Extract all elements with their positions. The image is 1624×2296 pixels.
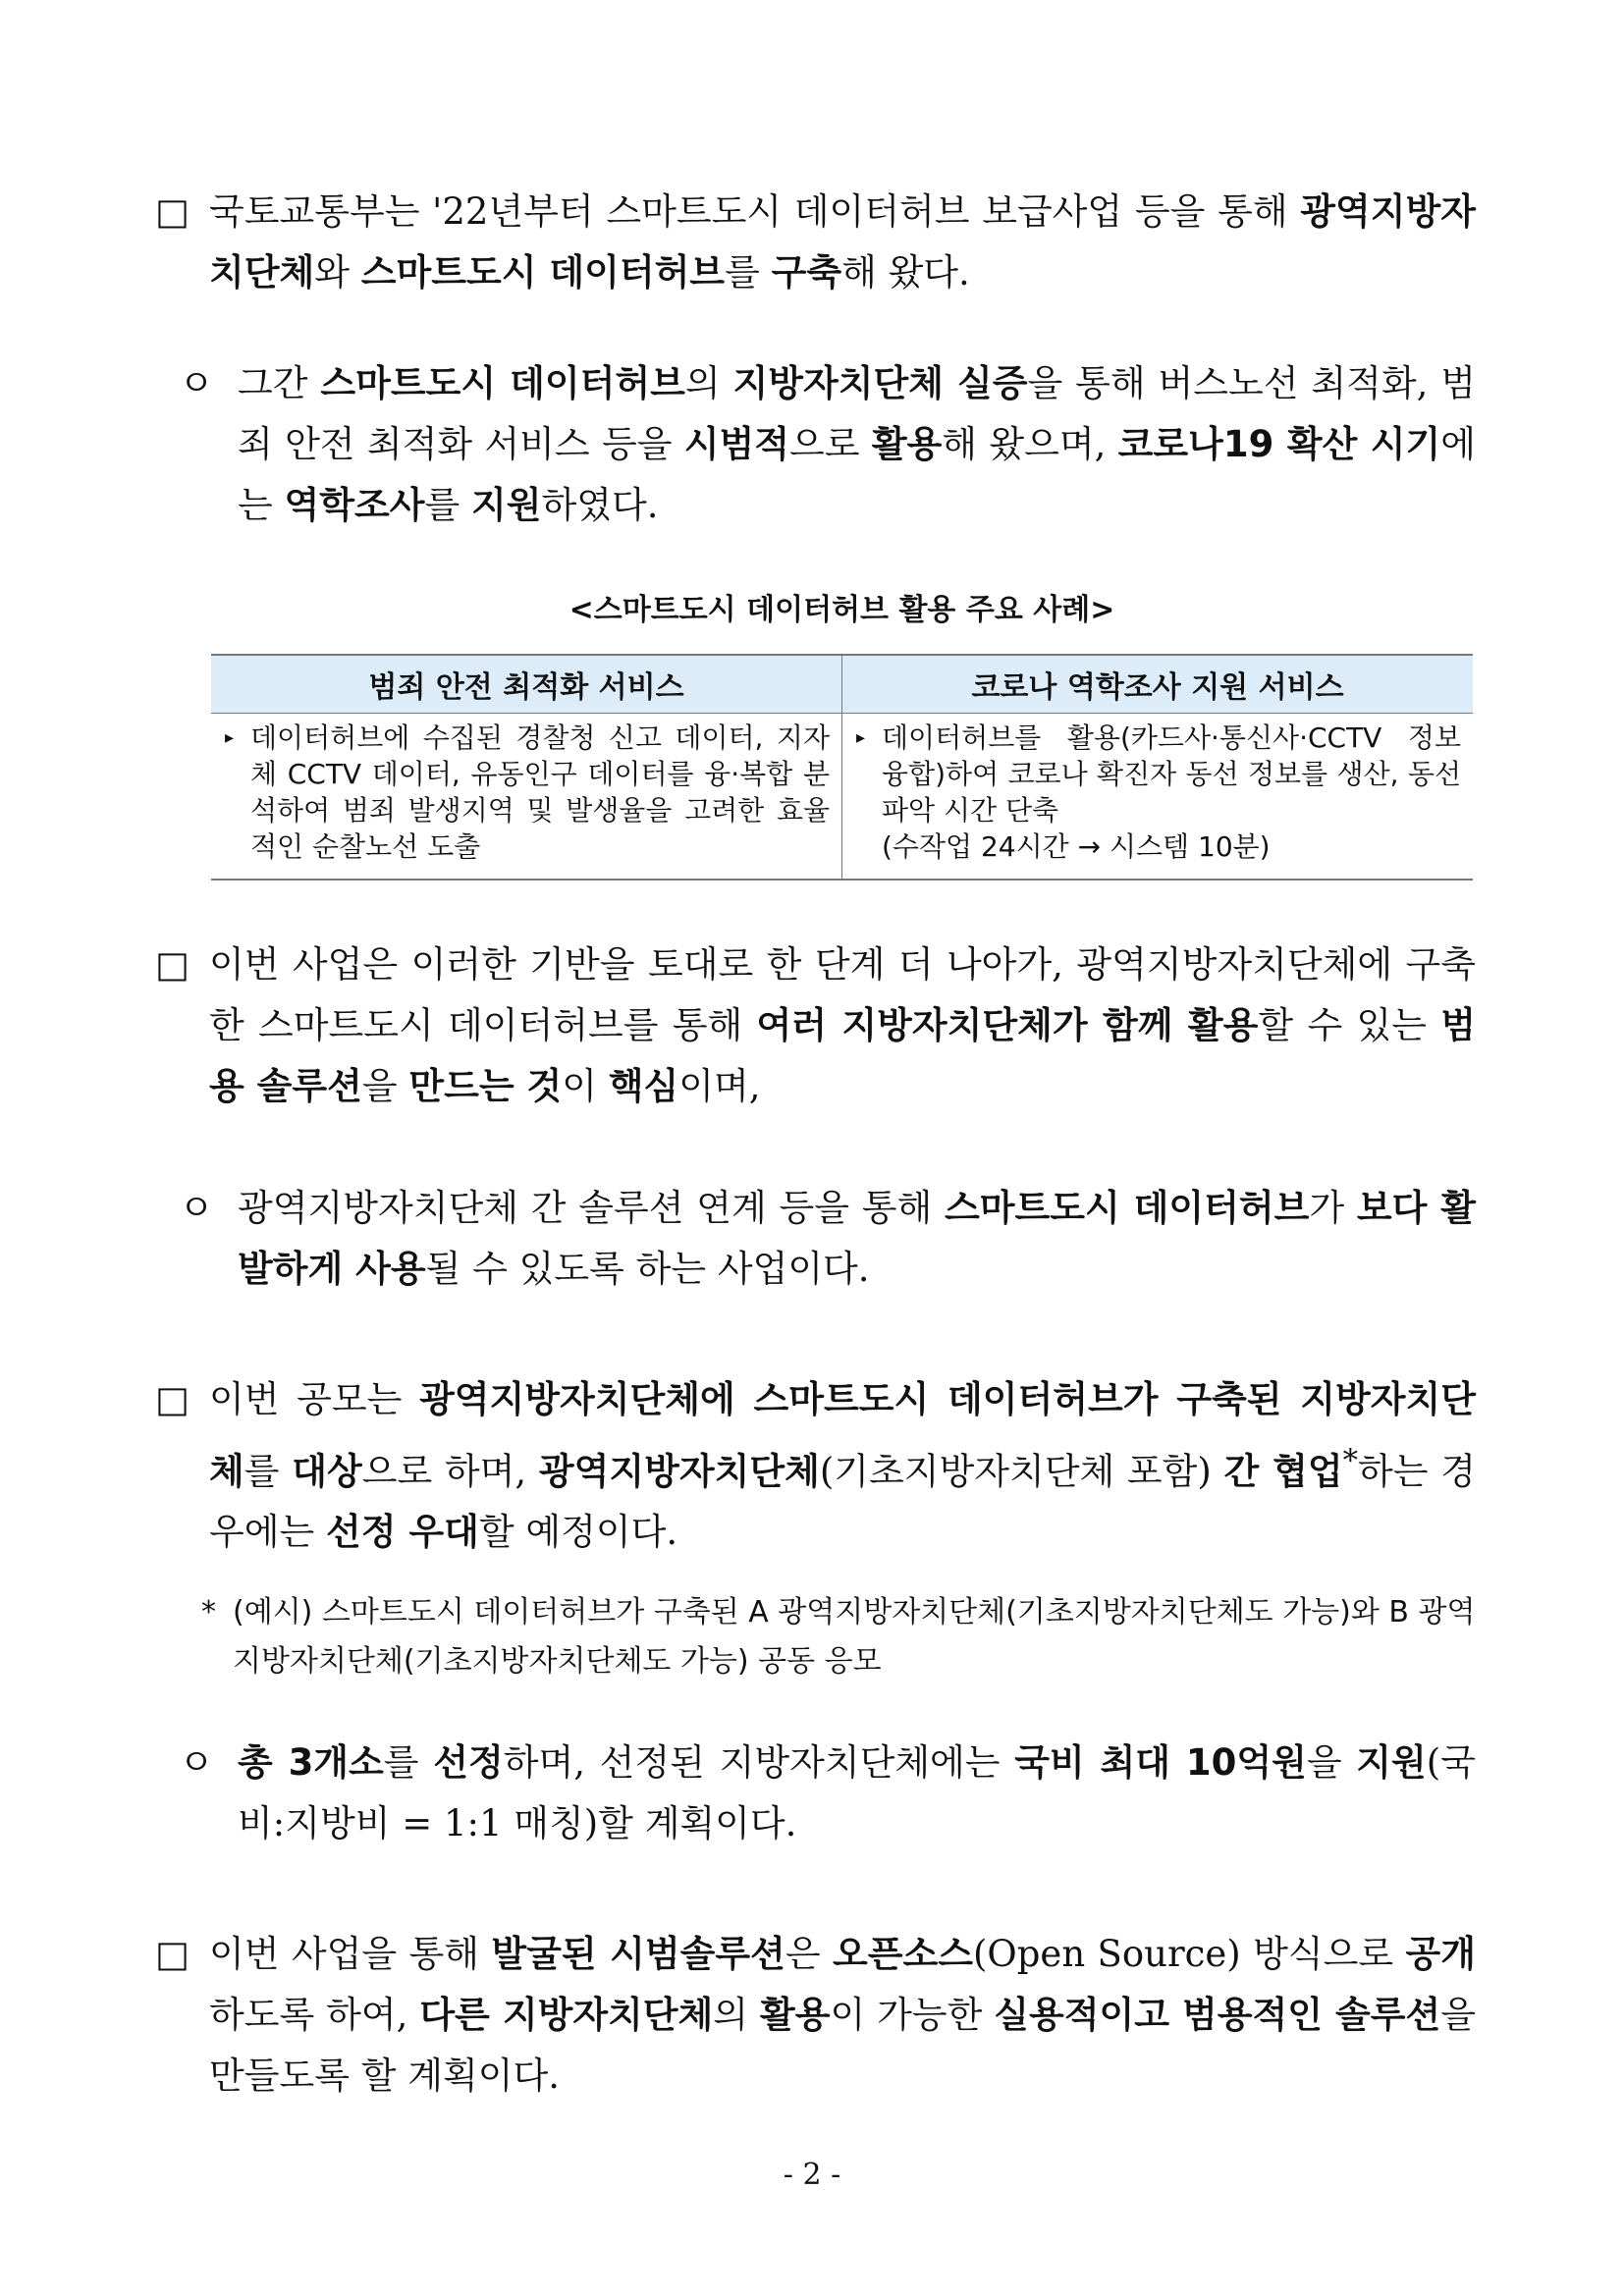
- time-reduction-note: (수작업 24시간 → 시스템 10분): [882, 830, 1271, 863]
- paragraph-3-text: 이번 공모는 광역지방자치단체에 스마트도시 데이터허브가 구축된 지방자치단체를 대상으로 하며, 광역지방자치단체(기초지방자치단체 포함) 간 협업*하는 경우에는 선정 우대할 예정이다.: [209, 1378, 1476, 1554]
- table-caption: <스마트도시 데이터허브 활용 주요 사례>: [568, 593, 1115, 627]
- use-case-table: [211, 654, 1473, 881]
- circle-bullet-icon: ㅇ: [179, 1187, 214, 1229]
- page-number: - 2 -: [783, 2158, 841, 2192]
- triangle-bullet-icon: ▸: [856, 727, 866, 748]
- subparagraph-3-text: 총 3개소를 선정하며, 선정된 지방자치단체에는 국비 최대 10억원을 지원(국비:지방비 = 1:1 매칭)할 계획이다.: [238, 1741, 1476, 1844]
- footnote-mark: *: [1342, 1443, 1359, 1478]
- table-cell-covid: [842, 714, 1474, 881]
- square-bullet-icon: □: [155, 1378, 189, 1420]
- circle-bullet-icon: ㅇ: [179, 1741, 214, 1784]
- paragraph-1-text: 국토교통부는 '22년부터 스마트도시 데이터허브 보급사업 등을 통해 광역지방자치단체와 스마트도시 데이터허브를 구축해 왔다.: [209, 190, 1476, 294]
- paragraph-2-text: 이번 사업은 이러한 기반을 토대로 한 단계 더 나아가, 광역지방자치단체에 구축한 스마트도시 데이터허브를 통해 여러 지방자치단체가 함께 활용할 수 있는 범용 솔루션을 만드는 것이 핵심이며,: [209, 943, 1476, 1107]
- table-header-covid: 코로나 역학조사 지원 서비스: [842, 655, 1474, 714]
- cell-item: ▸ 데이터허브를 활용(카드사·통신사·CCTV 정보 융합)하여 코로나 확진자 동선 정보를 생산, 동선파악 시간 단축 (수작업 24시간 → 시스템 10분): [856, 721, 1461, 863]
- paragraph-4-text: 이번 사업을 통해 발굴된 시범솔루션은 오픈소스(Open Source) 방식으로 공개하도록 하여, 다른 지방자치단체의 활용이 가능한 실용적이고 범용적인 솔루션을 만들도록 할 계획이다.: [209, 1933, 1476, 2097]
- table-header-row: [211, 655, 1473, 714]
- subparagraph-2-text: 광역지방자치단체 간 솔루션 연계 등을 통해 스마트도시 데이터허브가 보다 활발하게 사용될 수 있도록 하는 사업이다.: [238, 1187, 1476, 1290]
- asterisk-icon: *: [201, 1595, 216, 1629]
- table-row: [211, 714, 1473, 881]
- footnote-text: (예시) 스마트도시 데이터허브가 구축된 A 광역지방자치단체(기초지방자치단체도 가능)와 B 광역지방자치단체(기초지방자치단체도 가능) 공동 응모: [233, 1595, 1476, 1679]
- table-header-crime: 범죄 안전 최적화 서비스: [211, 655, 842, 714]
- square-bullet-icon: □: [155, 1933, 189, 1975]
- square-bullet-icon: □: [155, 190, 189, 233]
- subparagraph-1-text: 그간 스마트도시 데이터허브의 지방자치단체 실증을 통해 버스노선 최적화, 범죄 안전 최적화 서비스 등을 시범적으로 활용해 왔으며, 코로나19 확산 시기에는 역학조사를 지원하였다.: [238, 362, 1476, 526]
- square-bullet-icon: □: [155, 943, 189, 986]
- triangle-bullet-icon: ▸: [225, 727, 235, 748]
- circle-bullet-icon: ㅇ: [179, 362, 214, 404]
- cell-item: ▸ 데이터허브에 수집된 경찰청 신고 데이터, 지자체 CCTV 데이터, 유동인구 데이터를 융·복합 분석하여 범죄 발생지역 및 발생율을 고려한 효율적인 순찰노선 도출: [225, 721, 830, 863]
- table-cell-crime: [211, 714, 842, 881]
